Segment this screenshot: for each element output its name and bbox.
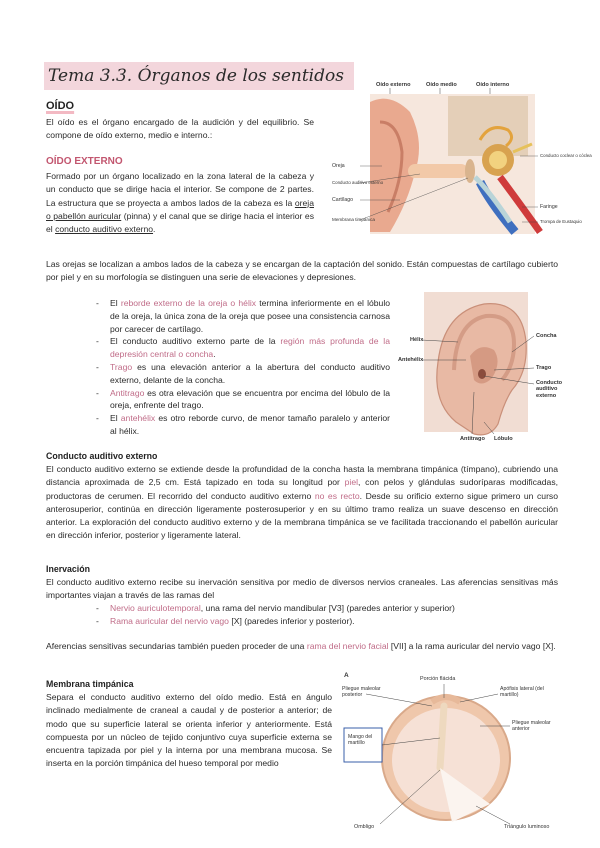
label-faringe: Faringe	[540, 204, 558, 210]
term: Rama auricular del nervio vago	[110, 615, 229, 626]
conducto-paragraph	[46, 463, 558, 543]
text-run: [X] (paredes inferior y posterior).	[228, 615, 355, 626]
figure-tympanic-membrane	[340, 672, 566, 834]
list-item	[96, 335, 390, 361]
text-run: es una elevación anterior a la abertura del conducto auditivo externo, delante de la concha.	[110, 361, 390, 385]
text-run: , con pelos y glándulas sudoríparas modificadas, productoras de cerumen. El recorrido del conducto auditivo externo	[46, 477, 558, 501]
term: Trago	[110, 361, 133, 372]
label-oido-interno: Oído interno	[476, 82, 510, 88]
list-item	[96, 297, 390, 335]
label-trompa: Trompa de Eustaquio	[540, 219, 582, 224]
term-no-recto: no es recto	[314, 490, 360, 501]
label-porcion-flacida: Porción flácida	[420, 676, 456, 682]
term-piel: piel	[344, 477, 359, 488]
aferencias-paragraph	[46, 640, 558, 653]
label-coclea: Conducto coclear o cóclea	[540, 153, 592, 158]
oido-externo-paragraph	[46, 170, 314, 236]
orejas-paragraph: Las orejas se localizan a ambos lados de la cabeza y se encargan de la captación del sonido. Están compuestas de cartílago cubierto por piel y en su morfología se distinguen una serie de elevaciones y depresiones.	[46, 259, 558, 283]
text-run: termina inferiormente en el lóbulo de la oreja, la única zona de la oreja que posee una consistencia carnosa por carecer de cartílago.	[110, 298, 391, 334]
text-run: (pinna) y el canal que se dirige hacia el interior es el	[46, 210, 314, 235]
text-run: El	[110, 413, 121, 424]
text-run: [VII] a la rama auricular del nervio vago [X].	[388, 641, 556, 651]
label-pliegue-posterior: Pliegue maleolar posterior	[342, 686, 381, 699]
label-membrana: Membrana timpánica	[332, 217, 375, 222]
figure-outer-ear	[394, 292, 564, 442]
term: región más profunda de la depresión central o concha	[110, 336, 390, 360]
text-run: .	[153, 224, 156, 235]
label-lobulo: Lóbulo	[494, 436, 513, 442]
label-triangulo-luminoso: Triángulo luminoso	[504, 824, 550, 830]
section-heading-oido: OÍDO	[46, 100, 75, 112]
term: antehélix	[120, 413, 156, 424]
text-run: Formado por un órgano localizado en la zona lateral de la cabeza y un conducto que se dirige hacia el interior. Se compone de 2 partes. La estructura que se proyecta a ambos lados de la cabeza es la	[46, 171, 314, 208]
membrana-paragraph: Separa el conducto auditivo externo del oído medio. Está en ángulo inclinado medialmente de craneal a caudal y de posterior a anterior; de modo que su superficie lateral se orienta inferior y anteriormente. Está compuesta por un núcleo de tejido conjuntivo cuya superficie externa se encuentra tapizada por piel y la interna por una membrana mucosa. Se inserta en la porción timpánica del hueso temporal por medio	[46, 692, 332, 769]
section-heading-conducto: Conducto auditivo externo	[46, 451, 158, 461]
text-run: .	[213, 349, 216, 360]
label-antehelix: Antehélix	[398, 357, 424, 363]
text-run: El	[110, 298, 121, 308]
list-item	[96, 387, 390, 413]
figure-letter: A	[344, 672, 349, 679]
section-heading-oido-externo: OÍDO EXTERNO	[46, 156, 123, 167]
section-heading-inervacion: Inervación	[46, 564, 91, 574]
label-oido-externo: Oído externo	[376, 82, 411, 88]
text-run: El conducto auditivo externo parte de la	[110, 336, 281, 347]
text-run: El conducto auditivo externo se extiende desde la profundidad de la concha hasta la membrana timpánica (tímpano), cubriendo una distancia aproximada de 2,5 cm. Está tapizado en toda su longitud por	[46, 464, 558, 488]
label-concha: Concha	[536, 333, 557, 339]
figure-ear-anatomy	[330, 82, 592, 242]
label-trago: Trago	[536, 365, 552, 371]
label-antitrago: Antitrago	[460, 436, 485, 442]
text-run: . Desde su orificio externo sigue primero un curso anterosuperior, continúa en dirección ligeramente posterosuperior y en su último tramo realiza un suave descenso en dirección anterior. La exploración del conducto auditivo externo y de la membrana timpánica se ve facilitada traccionando el pabellón auricular en dirección inferior, posterior y ligeramente lateral.	[46, 490, 559, 541]
text-run: , una rama del nervio mandibular [V3] (paredes anterior y superior)	[200, 603, 455, 613]
list-item	[96, 361, 390, 387]
label-helix: Hélix	[410, 337, 424, 343]
inervacion-paragraph: El conducto auditivo externo recibe su inervación sensitiva por medio de diversos nervios craneales. Las aferencias sensitivas más importantes viajan a través de las ramas del	[46, 577, 558, 601]
label-ombligo: Ombligo	[354, 824, 375, 830]
text-run: es otro reborde curvo, de menor tamaño paralelo y anterior al hélix.	[110, 413, 390, 436]
list-item	[96, 602, 536, 615]
page-title: Tema 3.3. Órganos de los sentidos	[44, 62, 354, 90]
label-conducto: Conducto auditivo externo	[332, 180, 384, 185]
list-item	[96, 615, 536, 628]
inervacion-list	[96, 602, 536, 628]
term: Antitrago	[110, 387, 145, 398]
term-nervio-facial: rama del nervio facial	[306, 641, 389, 651]
label-oido-medio: Oído medio	[426, 82, 457, 88]
ear-structures-list	[96, 297, 390, 438]
term: Nervio auriculotemporal	[110, 603, 201, 613]
text-run: es otra elevación que se encuentra por encima del lóbulo de la oreja, enfrente del trago.	[110, 387, 390, 411]
label-mango-martillo: Mango del martillo	[348, 734, 373, 747]
label-pliegue-anterior: Pliegue maleolar anterior	[512, 720, 551, 733]
oido-intro: El oído es el órgano encargado de la audición y del equilibrio. Se compone de oído externo, medio e interno.:	[46, 117, 314, 141]
label-cartilago: Cartílago	[332, 197, 354, 203]
term-oreja: oreja o pabellón auricular	[46, 197, 314, 221]
text-run: Aferencias sensitivas secundarias también pueden proceder de una	[46, 641, 307, 651]
label-conducto-auditivo: Conducto auditivo externo	[536, 380, 563, 399]
label-oreja: Oreja	[332, 163, 345, 169]
section-heading-membrana: Membrana timpánica	[46, 679, 134, 689]
term-conducto: conducto auditivo externo	[55, 224, 154, 235]
label-apofisis-lateral: Apófisis lateral (del martillo)	[500, 686, 544, 699]
term: reborde externo de la oreja o hélix	[120, 298, 257, 308]
list-item	[96, 412, 390, 438]
